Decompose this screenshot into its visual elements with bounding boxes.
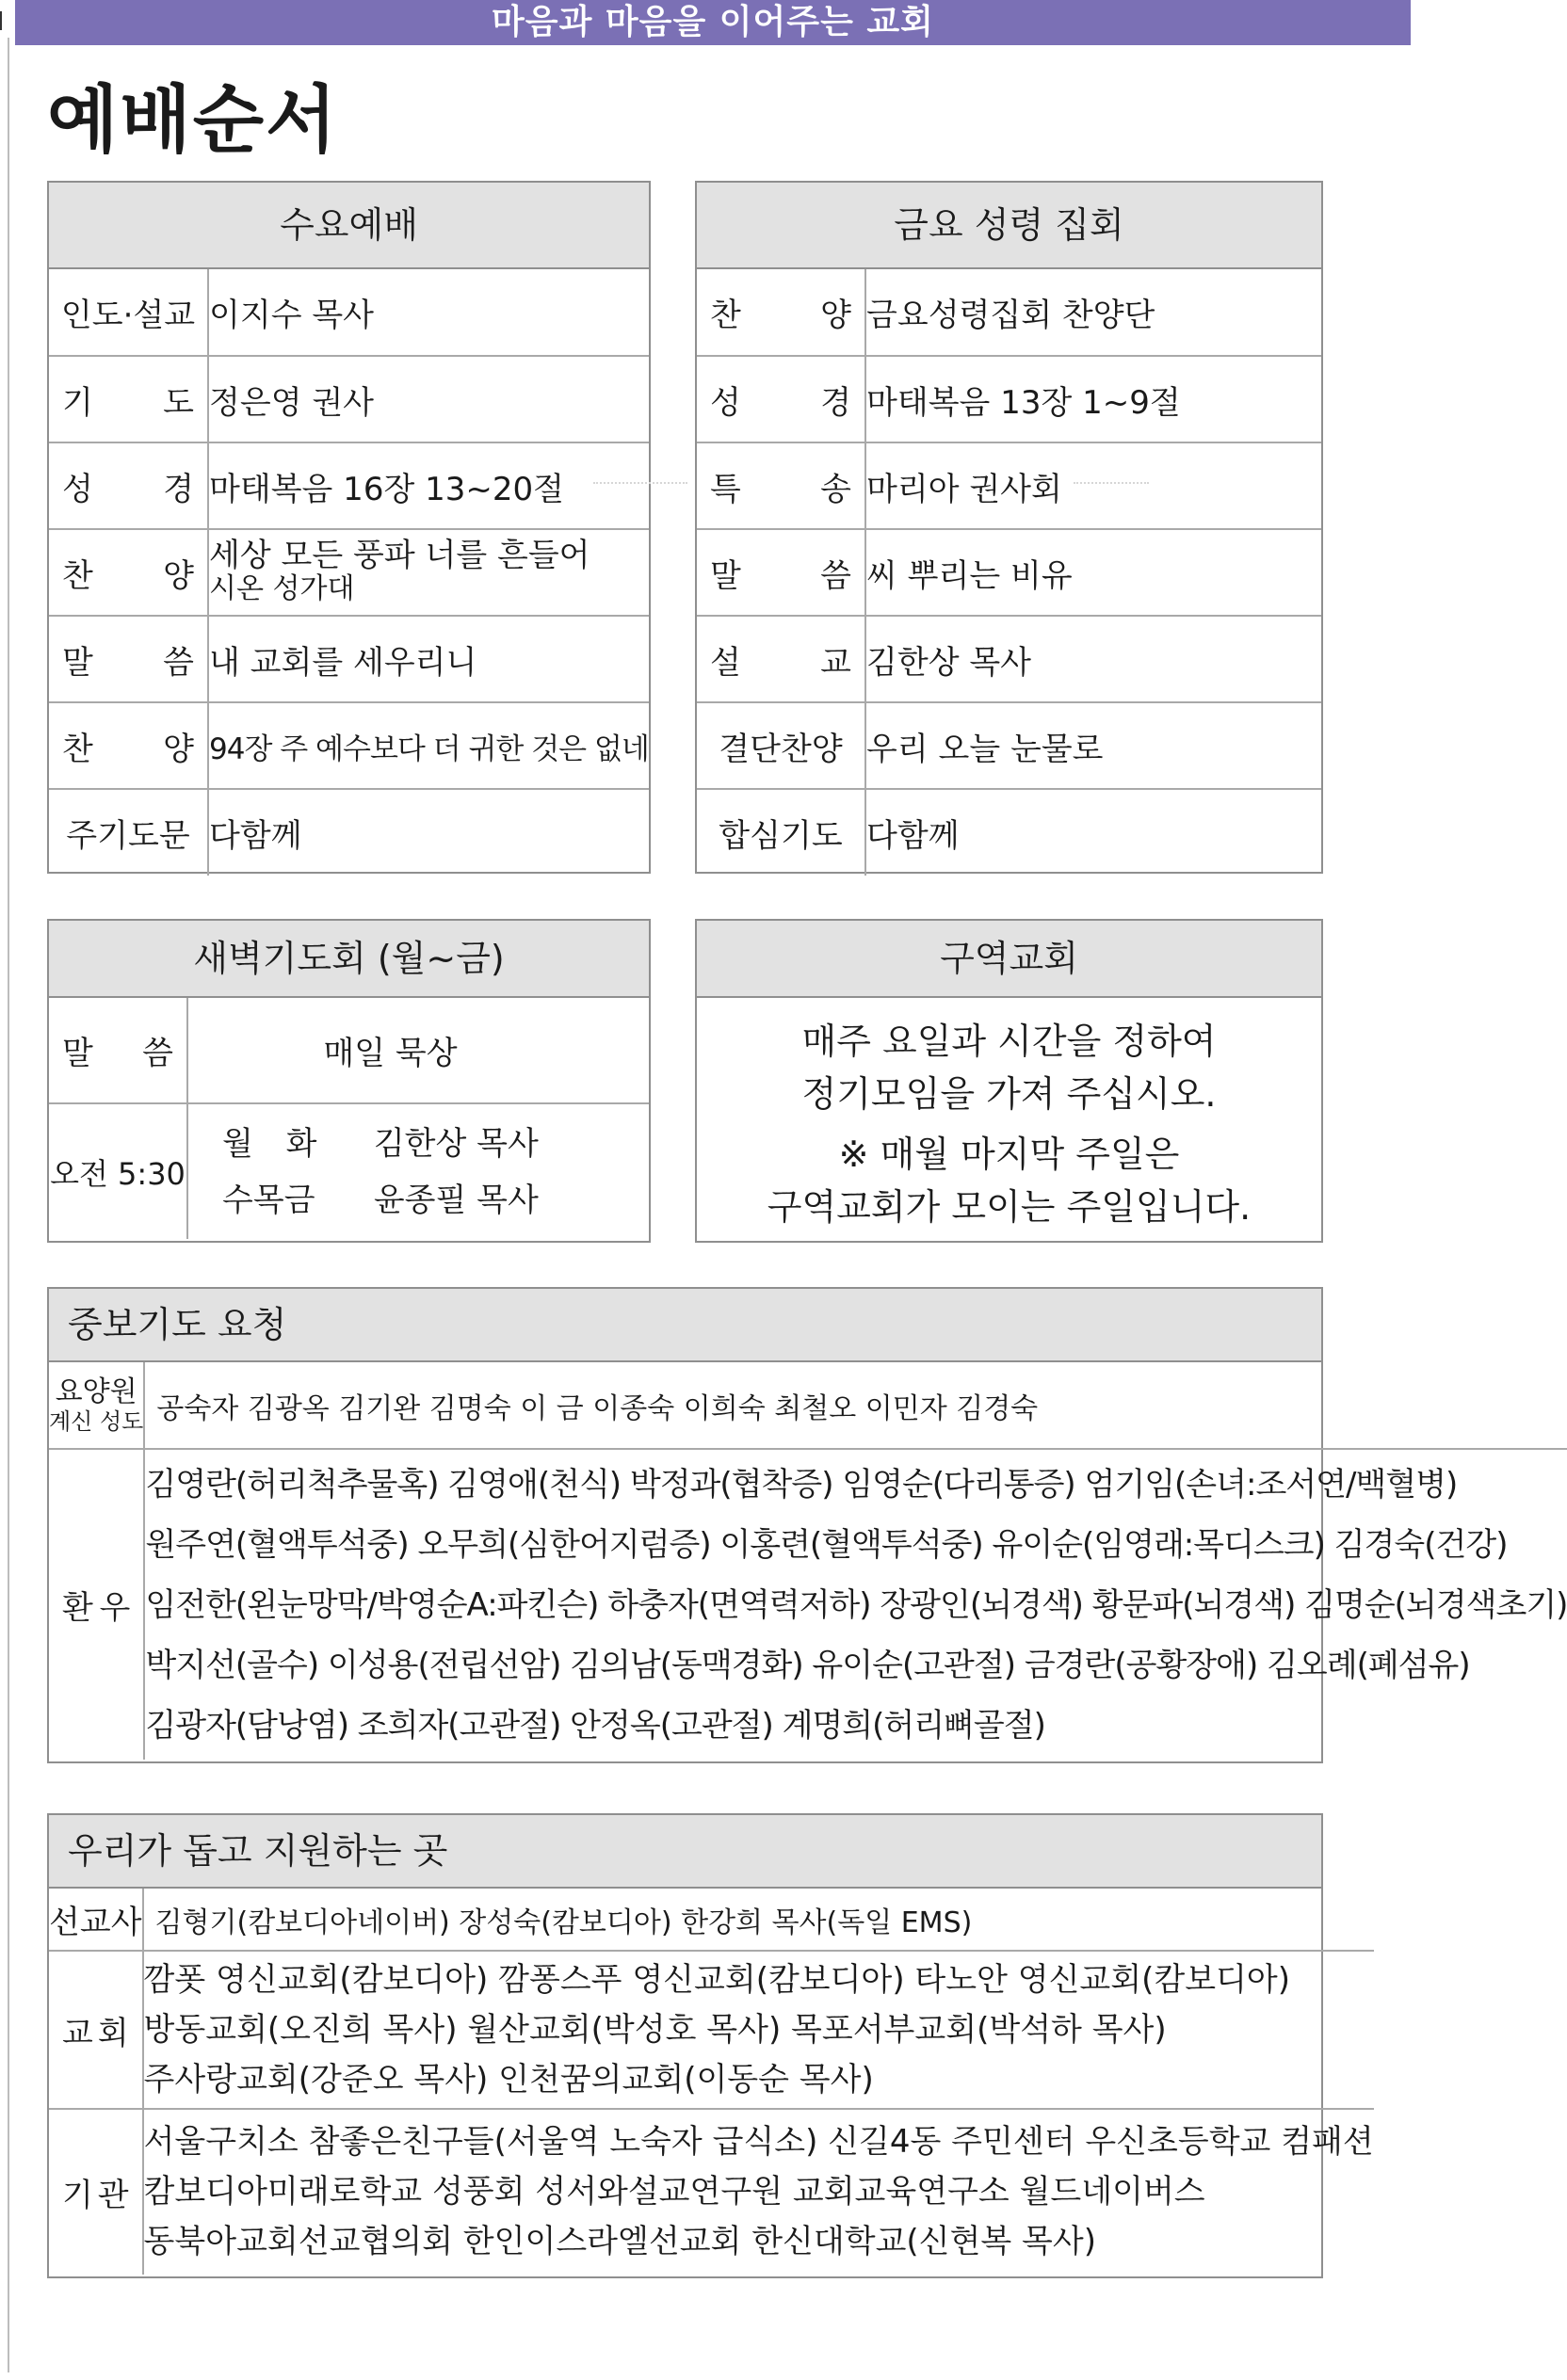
table-row xyxy=(49,789,649,876)
label-char: 경 xyxy=(163,470,194,508)
row-label xyxy=(697,269,865,356)
row-label xyxy=(49,2109,143,2275)
label-bottom: 계신 성도 xyxy=(49,1407,144,1435)
row-label xyxy=(49,702,208,789)
table-row xyxy=(49,1103,649,1239)
row-label xyxy=(697,356,865,442)
list-item: 임전한(왼눈망막/박영순A:파킨슨) 하충자(면역력저하) 장광인(뇌경색) 황문파(뇌경색) 김명순(뇌경색초기) xyxy=(145,1585,1567,1624)
table-row xyxy=(697,616,1321,702)
list-item: 캄보디아미래로학교 성풍회 성서와설교연구원 교회교육연구소 월드네이버스 xyxy=(143,2173,1205,2211)
row-value: 다함께 xyxy=(208,789,649,876)
faint-divider xyxy=(593,482,687,484)
label-char: 찬 xyxy=(710,297,741,334)
label-char: 기 xyxy=(62,2177,93,2214)
dawn-prayer-header: 새벽기도회 (월~금) xyxy=(49,921,649,998)
label-char: 기 xyxy=(62,383,93,422)
row-label xyxy=(49,1362,144,1449)
list-item: 김광자(담낭염) 조희자(고관절) 안정옥(고관절) 계명희(허리뼈골절) xyxy=(145,1706,1045,1745)
row-label xyxy=(49,1449,144,1760)
row-value xyxy=(208,529,649,616)
wednesday-service-box xyxy=(47,181,651,874)
label-char: 찬 xyxy=(62,556,93,595)
table-row xyxy=(49,442,649,529)
dawn-prayer-box xyxy=(47,919,651,1243)
label-char: 교 xyxy=(62,2014,93,2052)
label-char: 도 xyxy=(163,383,194,422)
row-value: 다함께 xyxy=(865,789,1321,876)
page-title: 예배순서 xyxy=(47,78,339,163)
leader-line xyxy=(222,1116,649,1172)
table-row xyxy=(697,702,1321,789)
row-value: 김형기(캄보디아네이버) 장성숙(캄보디아) 한강희 목사(독일 EMS) xyxy=(154,1906,973,1939)
table-row xyxy=(49,2109,1374,2275)
top-banner: 마음과 마음을 이어주는 교회 xyxy=(15,0,1411,45)
label-char: 씀 xyxy=(142,1035,173,1072)
row-value: 우리 오늘 눈물로 xyxy=(865,702,1321,789)
organization-list xyxy=(143,2109,1374,2275)
row-label: 결단찬양 xyxy=(697,702,865,789)
table-row xyxy=(49,998,649,1103)
row-value: 금요성령집회 찬양단 xyxy=(866,297,1155,334)
page-left-rule xyxy=(8,38,9,2372)
dawn-prayer-table xyxy=(49,998,649,1239)
list-item: 깜폿 영신교회(캄보디아) 깜퐁스푸 영신교회(캄보디아) 타노안 영신교회(캄보디아) xyxy=(143,1960,1291,1999)
label-top: 요양원 xyxy=(55,1375,137,1408)
label-char: 우 xyxy=(99,1589,131,1627)
patient-list xyxy=(144,1449,1567,1760)
notice-line: 구역교회가 모이는 주일입니다. xyxy=(767,1186,1252,1228)
row-label xyxy=(697,442,865,529)
label-char: 회 xyxy=(97,2014,129,2052)
table-row xyxy=(49,1362,1567,1449)
row-label xyxy=(49,998,187,1103)
row-value: 공숙자 김광옥 김기완 김명숙 이 금 이종숙 이희숙 최철오 이민자 김경숙 xyxy=(156,1391,1039,1425)
row-label xyxy=(697,529,865,616)
choir-name: 시온 성가대 xyxy=(209,572,355,605)
label-char: 교 xyxy=(820,643,851,682)
list-item: 박지선(골수) 이성용(전립선암) 김의남(동맥경화) 유이순(고관절) 금경란(공황장애) 김오례(폐섬유) xyxy=(145,1646,1470,1684)
leader-days: 수목금 xyxy=(222,1181,315,1219)
label-char: 설 xyxy=(710,643,741,682)
table-row xyxy=(49,1449,1567,1760)
table-row xyxy=(49,1951,1374,2109)
district-church-box xyxy=(695,919,1323,1243)
row-value: 94장 주 예수보다 더 귀한 것은 없네 xyxy=(208,702,649,789)
faint-divider xyxy=(1074,482,1149,484)
row-label xyxy=(49,616,208,702)
row-label: 인도·설교 xyxy=(49,269,208,356)
row-label: 합심기도 xyxy=(697,789,865,876)
label-char: 양 xyxy=(163,556,194,595)
support-box xyxy=(47,1813,1374,2278)
list-item: 방동교회(오진희 목사) 월산교회(박성호 목사) 목포서부교회(박석하 목사) xyxy=(143,2010,1167,2049)
label-char: 관 xyxy=(97,2177,129,2214)
row-label: 주기도문 xyxy=(49,789,208,876)
row-label: 오전 5:30 xyxy=(49,1103,187,1239)
row-value: 매일 묵상 xyxy=(323,1035,458,1072)
district-church-header: 구역교회 xyxy=(697,921,1321,998)
friday-gathering-box xyxy=(695,181,1323,874)
row-label xyxy=(49,442,208,529)
row-label xyxy=(49,356,208,442)
hymn-title: 세상 모든 풍파 너를 흔들어 xyxy=(209,537,590,574)
church-list xyxy=(143,1951,1374,2109)
support-header: 우리가 돕고 지원하는 곳 xyxy=(49,1815,1321,1889)
label-char: 양 xyxy=(820,297,851,334)
row-value: 김한상 목사 xyxy=(865,616,1321,702)
leader-days: 월 화 xyxy=(222,1124,317,1163)
notice-line: 정기모임을 가져 주십시오. xyxy=(801,1073,1217,1115)
label-char: 말 xyxy=(62,1035,93,1072)
label-char: 성 xyxy=(62,470,93,508)
wednesday-service-header: 수요예배 xyxy=(49,183,649,269)
table-row xyxy=(49,356,649,442)
district-notice xyxy=(697,998,1321,1233)
row-label: 선교사 xyxy=(49,1889,143,1951)
row-value: 씨 뿌리는 비유 xyxy=(865,529,1321,616)
corner-mark xyxy=(0,11,11,30)
label-char: 찬 xyxy=(62,730,93,768)
list-item: 주사랑교회(강준오 목사) 인천꿈의교회(이동순 목사) xyxy=(143,2060,874,2099)
row-value: 마리아 권사회 xyxy=(865,442,1321,529)
row-value: 마태복음 13장 1~9절 xyxy=(865,356,1321,442)
list-item: 김영란(허리척추물혹) 김영애(천식) 박정과(협착증) 임영순(다리통증) 엄기임(손녀:조서연/백혈병) xyxy=(145,1465,1458,1504)
table-row xyxy=(49,529,649,616)
friday-gathering-table xyxy=(697,269,1321,876)
label-char: 말 xyxy=(62,643,93,682)
table-row xyxy=(697,789,1321,876)
row-label xyxy=(49,1951,143,2109)
label-char: 씀 xyxy=(820,556,851,595)
row-value: 이지수 목사 xyxy=(209,297,375,334)
notice-line: 매주 요일과 시간을 정하여 xyxy=(801,1021,1217,1062)
table-row xyxy=(697,356,1321,442)
label-char: 씀 xyxy=(163,643,194,682)
list-item: 원주연(혈액투석중) 오무희(심한어지럼증) 이홍련(혈액투석중) 유이순(임영래:목디스크) 김경숙(건강) xyxy=(145,1525,1508,1564)
table-row xyxy=(697,269,1321,356)
label-char: 특 xyxy=(710,470,741,508)
notice-line: ※ 매월 마지막 주일은 xyxy=(838,1134,1180,1175)
row-value xyxy=(187,1103,649,1239)
support-table xyxy=(49,1889,1374,2275)
prayer-request-box xyxy=(47,1287,1567,1763)
leader-name: 김한상 목사 xyxy=(373,1124,539,1163)
row-value: 내 교회를 세우리니 xyxy=(208,616,649,702)
label-char: 말 xyxy=(710,556,741,595)
leader-name: 윤종필 목사 xyxy=(373,1181,539,1219)
table-row xyxy=(49,1889,1374,1951)
table-row xyxy=(49,269,649,356)
table-row xyxy=(697,529,1321,616)
table-row xyxy=(49,702,649,789)
row-value: 마태복음 16장 13~20절 xyxy=(208,442,649,529)
row-label xyxy=(49,529,208,616)
wednesday-service-table xyxy=(49,269,649,876)
table-row xyxy=(49,616,649,702)
friday-gathering-header: 금요 성령 집회 xyxy=(697,183,1321,269)
label-char: 환 xyxy=(62,1589,93,1627)
label-char: 경 xyxy=(820,383,851,422)
prayer-request-header: 중보기도 요청 xyxy=(49,1289,1321,1362)
label-char: 송 xyxy=(820,470,851,508)
prayer-request-table xyxy=(49,1362,1567,1760)
list-item: 서울구치소 참좋은친구들(서울역 노숙자 급식소) 신길4동 주민센터 우신초등학교 컴패션 xyxy=(143,2123,1374,2161)
leader-line xyxy=(222,1172,649,1229)
row-label xyxy=(697,616,865,702)
label-char: 양 xyxy=(163,730,194,768)
row-value: 정은영 권사 xyxy=(208,356,649,442)
table-row xyxy=(697,442,1321,529)
list-item: 동북아교회선교협의회 한인이스라엘선교회 한신대학교(신현복 목사) xyxy=(143,2223,1096,2260)
label-char: 성 xyxy=(710,383,741,422)
